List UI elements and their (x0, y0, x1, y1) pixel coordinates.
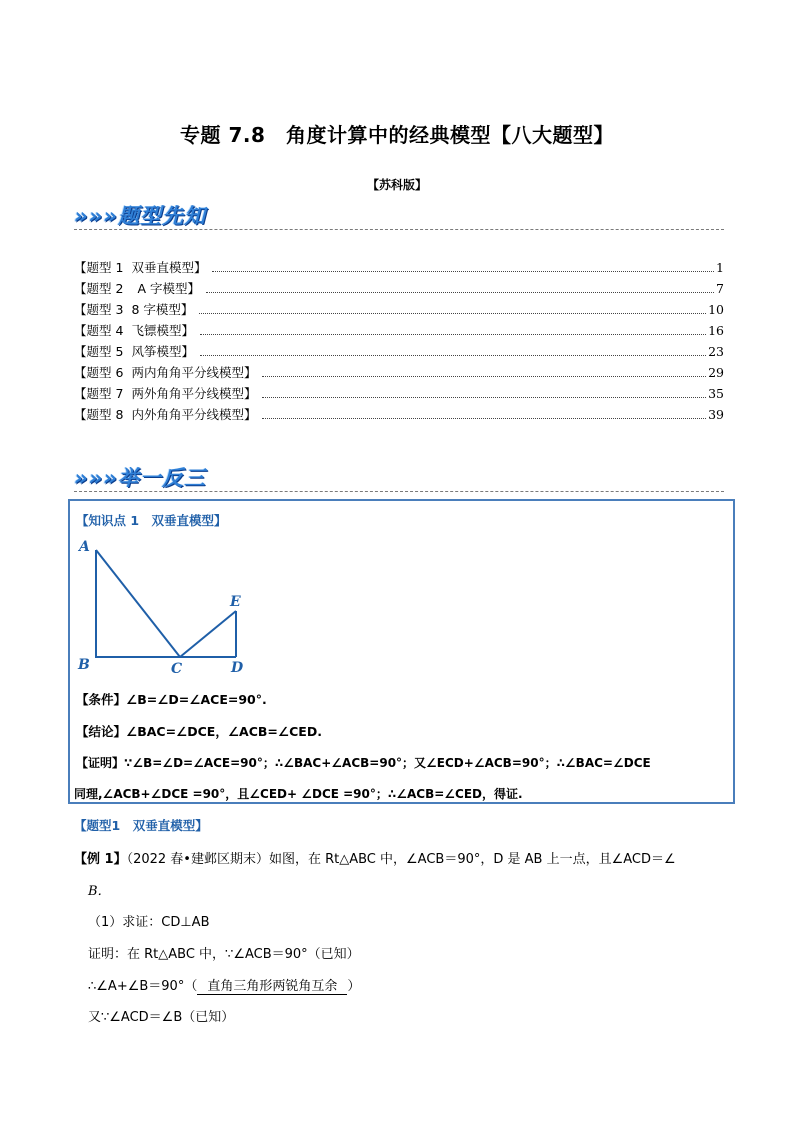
toc-item-page: 10 (708, 302, 724, 317)
banner-preview (74, 200, 724, 230)
condition-text: 【条件】∠B=∠D=∠ACE=90°. (76, 692, 267, 707)
toc-leader (262, 397, 706, 398)
banner-preview-text: »»»题型先知 (74, 204, 206, 228)
proof-line-2: 同理,∠ACB+∠DCE =90°，且∠CED+ ∠DCE =90°；∴∠ACB=∠CED，得证. (74, 787, 523, 801)
toc-item[interactable] (74, 258, 724, 279)
toc-item-page: 23 (708, 344, 724, 359)
toc-item[interactable] (74, 279, 724, 300)
page-title: 专题 7.8 角度计算中的经典模型【八大题型】 (180, 123, 614, 147)
toc-item-name: A 字模型】 (137, 281, 200, 296)
toc-item-page: 39 (708, 407, 724, 422)
example-text: （2022 春•建邺区期末）如图，在 Rt△ABC 中，∠ACB＝90°，D 是 AB 上一点，且∠ACD＝∠ (126, 852, 676, 867)
toc-item[interactable] (74, 342, 724, 363)
point-label-b: B (78, 657, 90, 673)
toc-item-page: 35 (708, 386, 724, 401)
banner-practice-text: »»»举一反三 (74, 466, 206, 490)
toc-item-name: 两外角角平分线模型】 (131, 386, 257, 401)
toc-leader (262, 418, 706, 419)
conclusion-text: 【结论】∠BAC=∠DCE，∠ACB=∠CED. (76, 724, 322, 739)
toc-item[interactable] (74, 384, 724, 405)
section-heading: 【题型1 双垂直模型】 (74, 818, 208, 833)
banner-divider (74, 229, 724, 230)
example-tag: 【例 1】 (74, 852, 127, 867)
example-line-6: 又∵∠ACD＝∠B（已知） (88, 1010, 235, 1025)
toc-item-tag: 【题型 2 (74, 281, 124, 296)
toc-item-name: 双垂直模型】 (131, 260, 207, 275)
toc-item-name: 内外角角平分线模型】 (131, 407, 257, 422)
example-line-5-start: ∴∠A+∠B＝90°（ (88, 979, 198, 994)
example-line-3: （1）求证：CD⊥AB (88, 915, 210, 930)
toc-item-name: 风筝模型】 (131, 344, 194, 359)
toc-item-page: 29 (708, 365, 724, 380)
toc-leader (200, 355, 706, 356)
example-line-2: B． (88, 884, 111, 899)
point-label-a: A (79, 539, 90, 555)
banner-divider (74, 491, 724, 492)
toc-item-page: 1 (716, 260, 724, 275)
toc-item-tag: 【题型 1 (74, 260, 124, 275)
toc-item-name: 8 字模型】 (131, 302, 194, 317)
knowledge-box (68, 499, 735, 804)
toc-leader (199, 313, 706, 314)
toc-leader (262, 376, 706, 377)
toc-item-tag: 【题型 7 (74, 386, 124, 401)
toc-leader (206, 292, 714, 293)
toc-item-name: 两内角角平分线模型】 (131, 365, 257, 380)
toc-item[interactable] (74, 321, 724, 342)
toc-leader (200, 334, 706, 335)
toc-item[interactable] (74, 405, 724, 426)
toc-item[interactable] (74, 300, 724, 321)
toc-item-tag: 【题型 5 (74, 344, 124, 359)
segment-ac (96, 550, 180, 657)
toc-item-tag: 【题型 6 (74, 365, 124, 380)
segment-ce (180, 611, 236, 657)
example-line-1 (74, 848, 676, 867)
table-of-contents (74, 258, 724, 426)
edition-label: 【苏科版】 (366, 178, 427, 192)
toc-item-name: 飞镖模型】 (131, 323, 194, 338)
banner-practice (74, 462, 724, 492)
answer-blank: 直角三角形两锐角互余 (197, 975, 347, 995)
point-label-e: E (230, 594, 241, 610)
example-line-5 (88, 975, 360, 995)
knowledge-title: 【知识点 1 双垂直模型】 (76, 513, 227, 528)
toc-leader (212, 271, 714, 272)
point-label-c: C (171, 661, 183, 677)
diagram-lines (96, 550, 236, 657)
toc-item-page: 16 (708, 323, 724, 338)
toc-item-tag: 【题型 8 (74, 407, 124, 422)
toc-item[interactable] (74, 363, 724, 384)
toc-item-tag: 【题型 3 (74, 302, 124, 317)
toc-item-tag: 【题型 4 (74, 323, 124, 338)
toc-item-page: 7 (716, 281, 724, 296)
proof-line-1: 【证明】∵∠B=∠D=∠ACE=90°；∴∠BAC+∠ACB=90°；又∠ECD+∠ACB=90°；∴∠BAC=∠DCE (76, 756, 651, 770)
example-line-5-end: ） (347, 979, 361, 994)
example-line-4: 证明：在 Rt△ABC 中，∵∠ACB＝90°（已知） (88, 947, 360, 962)
point-label-d: D (231, 660, 244, 676)
